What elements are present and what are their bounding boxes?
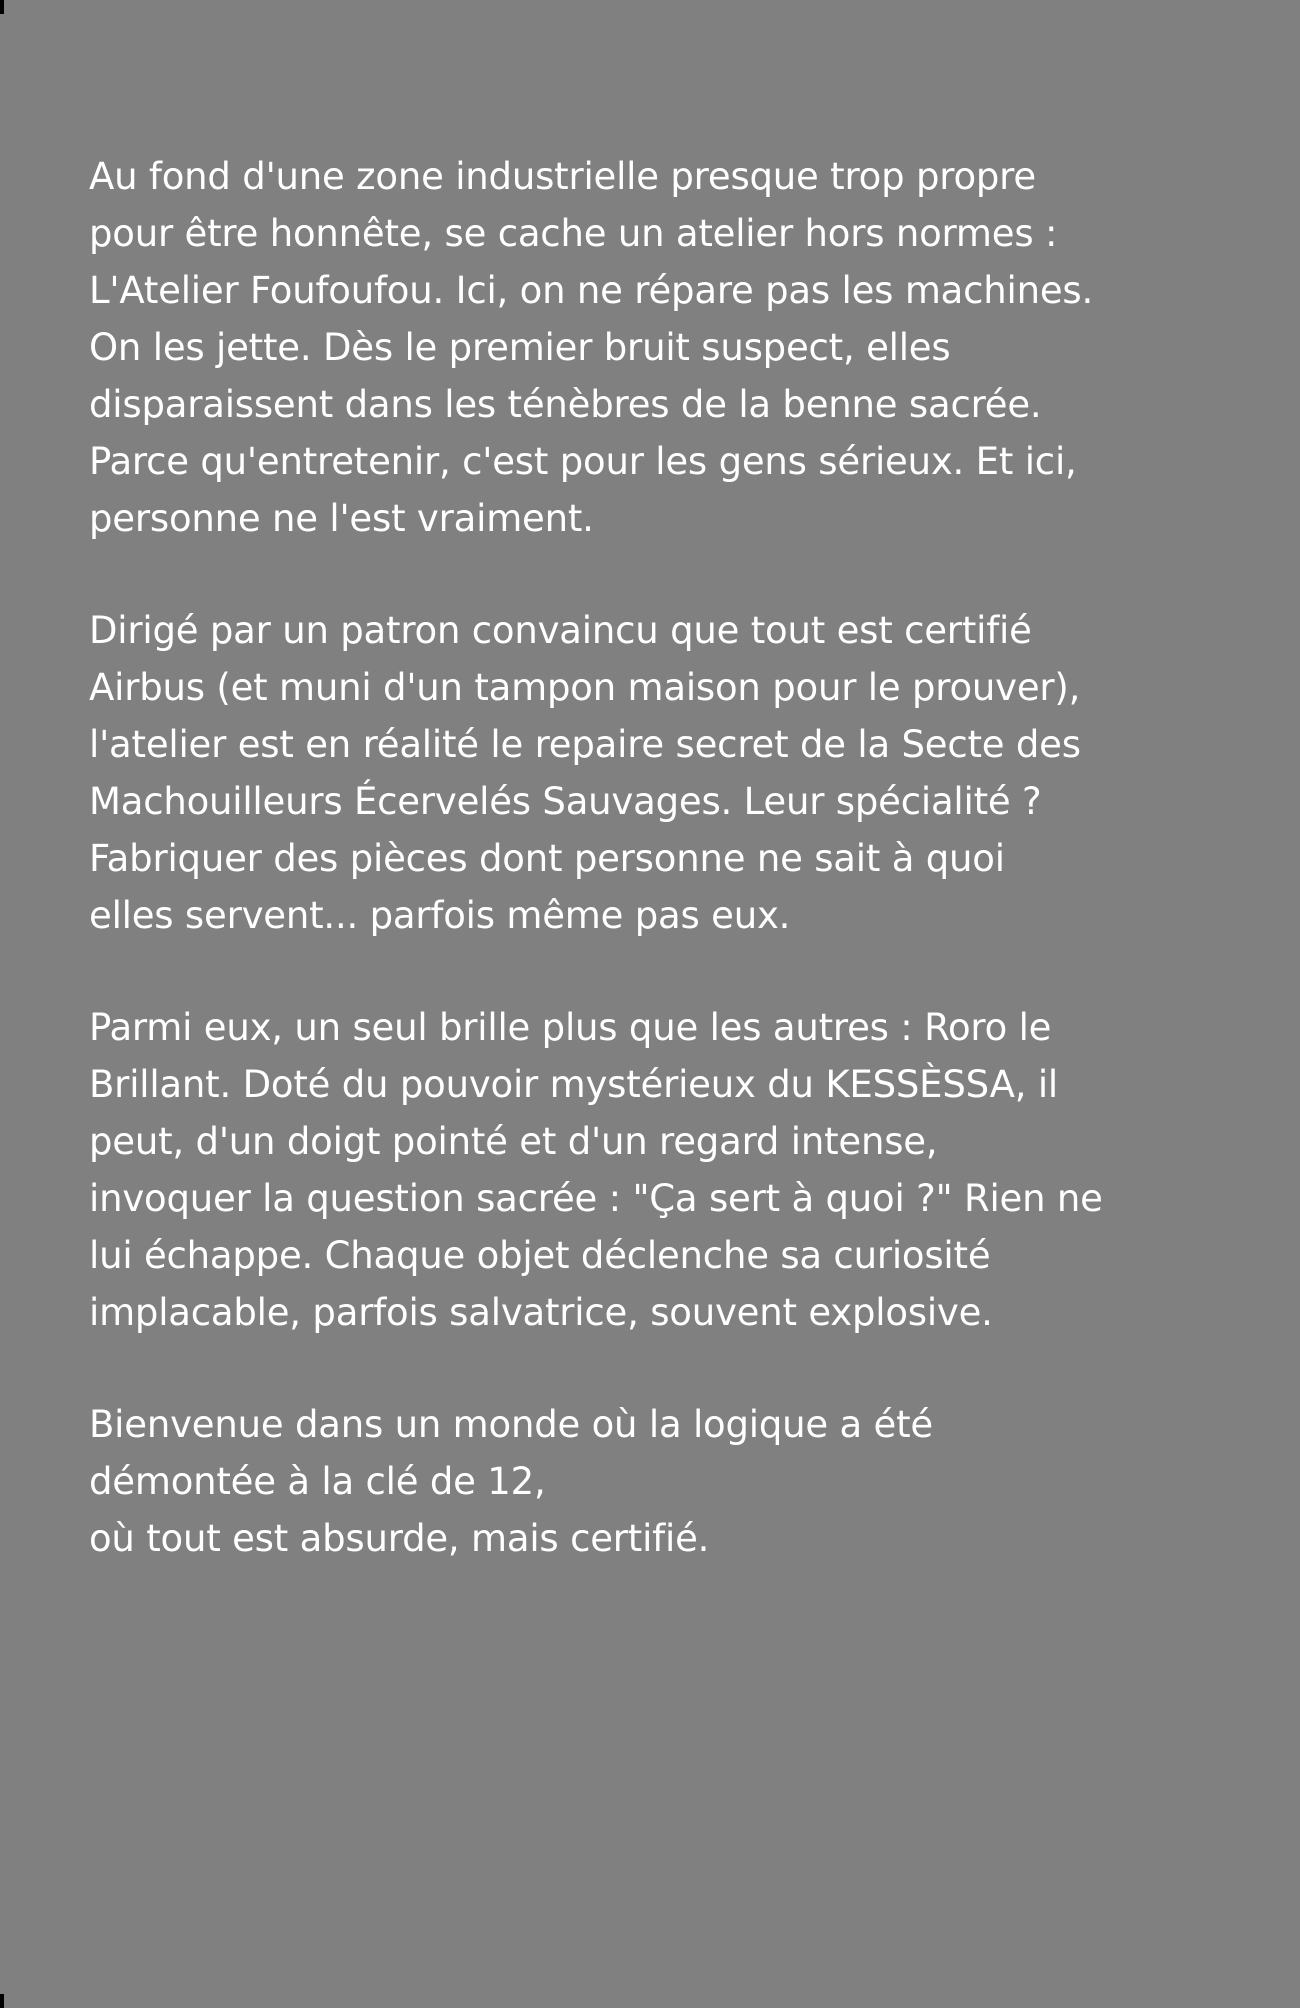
text-line: l'atelier est en réalité le repaire secret de la Secte des — [89, 723, 1081, 766]
text-line: Parmi eux, un seul brille plus que les autres : Roro le — [89, 1006, 1052, 1049]
text-line: Dirigé par un patron convaincu que tout est certifié — [89, 609, 1032, 652]
paragraph-2 — [89, 602, 1279, 944]
text-line: où tout est absurde, mais certifié. — [89, 1517, 710, 1560]
text-line: Brillant. Doté du pouvoir mystérieux du KESSÈSSA, il — [89, 1063, 1058, 1106]
paragraph-4 — [89, 1396, 1279, 1567]
text-line: Airbus (et muni d'un tampon maison pour le prouver), — [89, 666, 1081, 709]
bottom-corner-mark — [0, 1994, 4, 2008]
text-line: peut, d'un doigt pointé et d'un regard intense, — [89, 1120, 938, 1163]
text-line: Parce qu'entretenir, c'est pour les gens sérieux. Et ici, — [89, 440, 1077, 483]
top-corner-mark — [0, 0, 4, 14]
text-line: Machouilleurs Écervelés Sauvages. Leur spécialité ? — [89, 780, 1042, 823]
paragraph-1 — [89, 148, 1279, 547]
text-line: Bienvenue dans un monde où la logique a été — [89, 1403, 933, 1446]
text-line: lui échappe. Chaque objet déclenche sa curiosité — [89, 1234, 991, 1277]
text-line: invoquer la question sacrée : "Ça sert à quoi ?" Rien ne — [89, 1177, 1103, 1220]
text-line: disparaissent dans les ténèbres de la benne sacrée. — [89, 383, 1042, 426]
paragraph-3 — [89, 999, 1279, 1341]
text-line: Au fond d'une zone industrielle presque trop propre — [89, 155, 1036, 198]
text-line: pour être honnête, se cache un atelier hors normes : — [89, 212, 1058, 255]
text-line: elles servent... parfois même pas eux. — [89, 894, 791, 937]
text-line: personne ne l'est vraiment. — [89, 497, 594, 540]
text-line: implacable, parfois salvatrice, souvent explosive. — [89, 1291, 993, 1334]
text-line: démontée à la clé de 12, — [89, 1460, 546, 1503]
story-text — [89, 148, 1279, 1622]
text-line: On les jette. Dès le premier bruit suspect, elles — [89, 326, 951, 369]
text-line: Fabriquer des pièces dont personne ne sait à quoi — [89, 837, 1005, 880]
text-line: L'Atelier Foufoufou. Ici, on ne répare pas les machines. — [89, 269, 1094, 312]
